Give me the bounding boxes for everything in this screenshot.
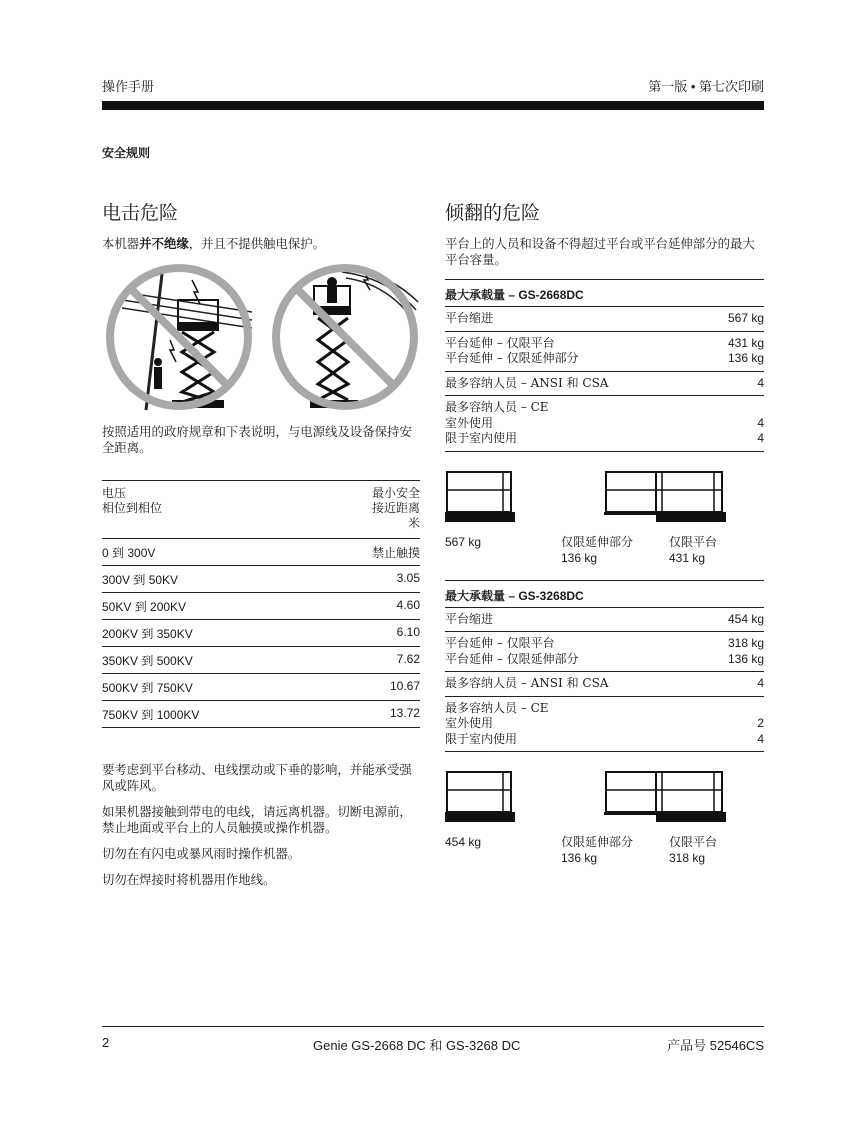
- distance-note: 按照适用的政府规章和下表说明，与电源线及设备保持安全距离。: [102, 424, 412, 455]
- electrocution-section: [102, 198, 420, 898]
- cap-deck: [561, 834, 633, 866]
- footer-rule: [102, 1026, 764, 1027]
- outdoor-label: 室外使用: [445, 415, 494, 430]
- platform-retracted-icon: [445, 768, 515, 824]
- tipover-intro: 平台上的人员和设备不得超过平台或平台延伸部分的最大平台容量。: [445, 236, 755, 267]
- indoor-value: 4: [757, 431, 764, 445]
- indoor-value: 4: [757, 731, 764, 746]
- note-wind: 要考虑到平台移动、电线摆动或下垂的影响，并能承受强风或阵风。: [102, 762, 412, 793]
- platform-diagrams: [445, 452, 764, 572]
- header-phase: 相位到相位: [102, 501, 163, 515]
- header-voltage: 电压: [102, 486, 127, 500]
- table-row: [102, 593, 420, 620]
- outdoor-label: 室外使用: [445, 716, 494, 730]
- distance-cell: 13.72: [389, 706, 420, 720]
- cap-platform: [669, 834, 717, 866]
- manual-title: 操作手册: [102, 79, 155, 94]
- clearance-table: [102, 480, 420, 728]
- voltage-cell: 350KV 到 500KV: [102, 654, 193, 668]
- ansi-value: 4: [757, 676, 764, 690]
- cap-deck-label: 仅限延伸部分: [561, 534, 634, 549]
- table-row: [102, 620, 420, 647]
- cap-retracted: 454 kg: [445, 835, 482, 849]
- table-row: [102, 674, 420, 701]
- edition-label: 第一版 • 第七次印刷: [648, 79, 764, 94]
- prohibited-platform-worker-icon: [268, 262, 422, 412]
- voltage-cell: 500KV 到 750KV: [102, 681, 193, 695]
- table-row: [102, 647, 420, 674]
- cap-platform-value: 431 kg: [669, 550, 706, 565]
- distance-cell: 6.10: [396, 625, 420, 639]
- platform-retracted-icon: [445, 468, 515, 524]
- capacity-table: [445, 279, 764, 452]
- ansi-label: 最多容纳人员 – ANSI 和 CSA: [445, 375, 609, 390]
- tipover-section: [445, 198, 764, 872]
- electrocution-title: 电击危险: [102, 203, 179, 224]
- platform-diagrams: [445, 752, 764, 872]
- tipover-title: 倾翻的危险: [445, 203, 541, 224]
- retracted-label: 平台缩进: [445, 311, 494, 325]
- capacity-heading: 最大承载量 – GS-2668DC: [445, 280, 764, 307]
- note-welding: 切勿在焊接时将机器用作地线。: [102, 872, 276, 887]
- ce-label: 最多容纳人员 – CE: [445, 700, 549, 715]
- ce-label: 最多容纳人员 – CE: [445, 400, 549, 414]
- ansi-row: [445, 372, 764, 397]
- distance-cell: 7.62: [396, 652, 420, 666]
- distance-cell: 10.67: [389, 679, 420, 693]
- ansi-row: [445, 672, 764, 697]
- indoor-label: 限于室内使用: [445, 731, 518, 746]
- prohibited-ground-worker-icon: [102, 262, 256, 412]
- ansi-value: 4: [757, 375, 764, 390]
- cap-deck-value: 136 kg: [561, 550, 598, 565]
- ext-deck-label: 平台延伸 – 仅限延伸部分: [445, 651, 579, 666]
- ext-platform-label: 平台延伸 – 仅限平台: [445, 636, 555, 650]
- distance-cell: 3.05: [396, 571, 420, 585]
- ext-platform-value: 318 kg: [727, 636, 764, 650]
- header-rule: [102, 101, 764, 110]
- ext-deck-label: 平台延伸 – 仅限延伸部分: [445, 351, 579, 365]
- retracted-row: [445, 608, 764, 633]
- capacity-table: [445, 580, 764, 753]
- voltage-cell: 0 到 300V: [102, 546, 156, 560]
- footer-title: Genie GS-2668 DC 和 GS-3268 DC: [313, 1038, 521, 1053]
- electrocution-notes: [102, 762, 420, 888]
- distance-cell: 4.60: [396, 598, 420, 612]
- retracted-value: 567 kg: [727, 311, 764, 325]
- table-row: [102, 566, 420, 593]
- intro-bold-phrase: 并不绝缘: [139, 237, 189, 251]
- note-lightning: 切勿在有闪电或暴风雨时操作机器。: [102, 846, 301, 861]
- part-number: 产品号 52546CS: [667, 1038, 764, 1053]
- extended-row: [445, 332, 764, 372]
- cap-deck: [561, 534, 633, 566]
- cap-retracted: 567 kg: [445, 534, 482, 549]
- capacity-heading: 最大承载量 – GS-3268DC: [445, 581, 764, 608]
- ce-row: [445, 697, 764, 753]
- electrocution-intro: 本机器并不绝缘，并且不提供触电保护。: [102, 236, 326, 251]
- capacity-block: [445, 279, 764, 572]
- indoor-label: 限于室内使用: [445, 431, 518, 445]
- retracted-label: 平台缩进: [445, 611, 494, 626]
- page-number: 2: [102, 1035, 110, 1050]
- capacity-block: [445, 580, 764, 873]
- distance-cell: 禁止触摸: [371, 546, 420, 560]
- cap-deck-value: 136 kg: [561, 851, 598, 865]
- voltage-cell: 750KV 到 1000KV: [102, 708, 200, 722]
- clearance-table-header: [102, 481, 420, 539]
- ext-platform-value: 431 kg: [727, 335, 764, 350]
- outdoor-value: 4: [757, 415, 764, 430]
- ext-deck-value: 136 kg: [727, 351, 764, 365]
- table-row: [102, 701, 420, 728]
- cap-platform-label: 仅限平台: [669, 835, 718, 849]
- cap-deck-label: 仅限延伸部分: [561, 835, 634, 849]
- voltage-cell: 200KV 到 350KV: [102, 627, 193, 641]
- cap-platform-value: 318 kg: [669, 851, 706, 865]
- header-min-safe: 最小安全: [371, 486, 420, 500]
- platform-extended-icon: [604, 468, 726, 524]
- section-label: 安全规则: [102, 146, 151, 160]
- extended-row: [445, 632, 764, 672]
- platform-extended-icon: [604, 768, 726, 824]
- cap-platform: [669, 534, 717, 566]
- ce-row: [445, 396, 764, 452]
- header-meters: 米: [407, 516, 420, 530]
- ext-platform-label: 平台延伸 – 仅限平台: [445, 335, 555, 350]
- outdoor-value: 2: [757, 716, 764, 730]
- ansi-label: 最多容纳人员 – ANSI 和 CSA: [445, 676, 609, 690]
- electrocution-illustrations: [102, 262, 420, 412]
- note-contact: 如果机器接触到带电的电线，请远离机器。切断电源前，禁止地面或平台上的人员触摸或操作机器。: [102, 804, 412, 835]
- cap-platform-label: 仅限平台: [669, 534, 718, 549]
- header-approach: 接近距离: [371, 501, 420, 515]
- voltage-cell: 300V 到 50KV: [102, 573, 179, 587]
- retracted-value: 454 kg: [727, 611, 764, 626]
- voltage-cell: 50KV 到 200KV: [102, 600, 187, 614]
- ext-deck-value: 136 kg: [727, 651, 764, 666]
- table-row: [102, 539, 420, 566]
- retracted-row: [445, 307, 764, 332]
